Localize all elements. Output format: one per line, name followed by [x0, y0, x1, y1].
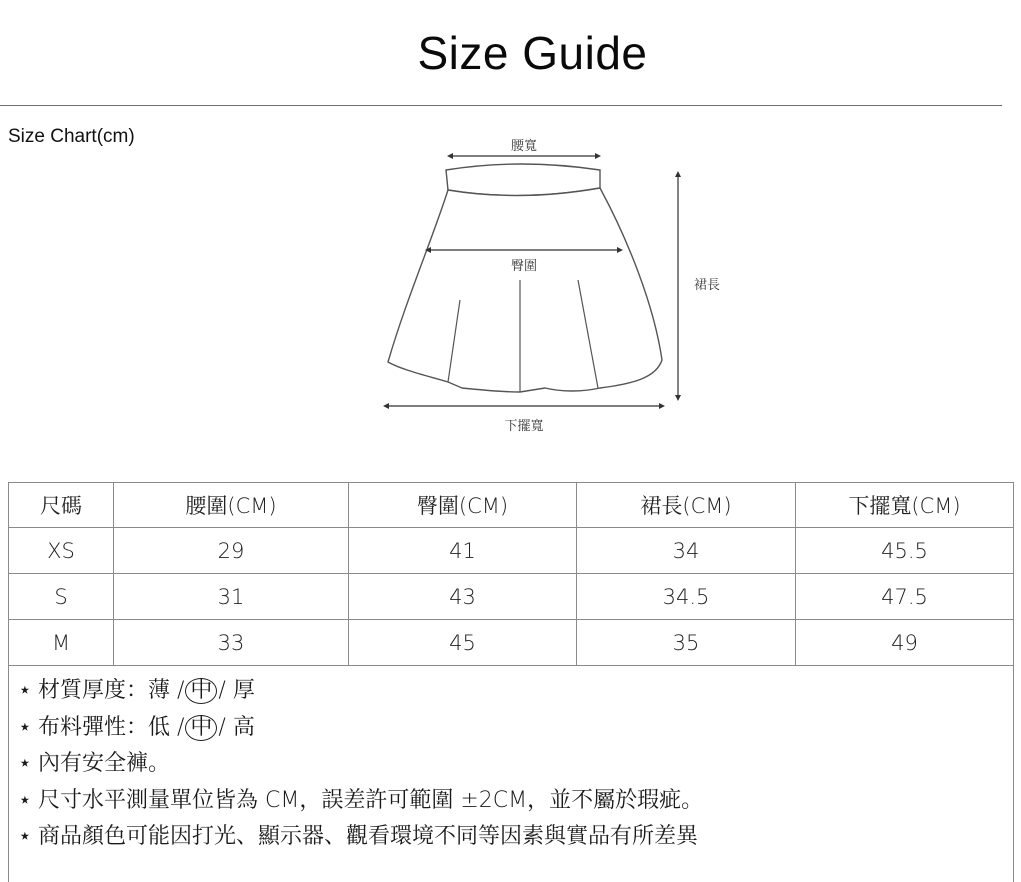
cell-waist: 33	[114, 620, 349, 666]
cell-hem: 45.5	[796, 528, 1014, 574]
star-icon: ⋆	[18, 714, 32, 740]
cell-waist: 29	[114, 528, 349, 574]
cell-hem: 49	[796, 620, 1014, 666]
star-icon: ⋆	[18, 751, 32, 776]
thickness-label: 材質厚度：薄 /	[38, 678, 185, 703]
cell-hem: 47.5	[796, 574, 1014, 620]
cell-hip: 43	[349, 574, 577, 620]
cell-length: 34	[577, 528, 796, 574]
star-icon: ⋆	[18, 787, 32, 813]
thickness-selected: 中	[185, 678, 217, 704]
star-icon: ⋆	[18, 678, 32, 703]
cell-size: XS	[9, 528, 114, 574]
length-label: 裙長	[694, 278, 721, 293]
header-size: 尺碼	[9, 483, 114, 528]
cell-hip: 41	[349, 528, 577, 574]
table-row	[9, 574, 1014, 620]
elasticity-rest: / 高	[218, 714, 255, 740]
skirt-outline	[388, 164, 662, 392]
hip-label: 臀圍	[510, 259, 538, 274]
color-text: 商品顏色可能因打光、顯示器、觀看環境不同等因素與實品有所差異	[38, 824, 699, 849]
header-hem: 下擺寬(CM)	[796, 483, 1014, 528]
table-row	[9, 528, 1014, 574]
star-icon: ⋆	[18, 824, 32, 849]
note-lining	[18, 749, 703, 786]
skirt-measurement-diagram	[370, 130, 750, 440]
lining-text: 內有安全褲。	[38, 751, 171, 776]
cell-length: 35	[577, 620, 796, 666]
header-hip: 臀圍(CM)	[349, 483, 577, 528]
header-length: 裙長(CM)	[577, 483, 796, 528]
title-divider	[0, 105, 1002, 106]
cell-length: 34.5	[577, 574, 796, 620]
elasticity-label: 布料彈性：低 /	[38, 714, 185, 740]
cell-size: S	[9, 574, 114, 620]
hem-label: 下擺寬	[504, 419, 544, 434]
table-row	[9, 620, 1014, 666]
header-waist: 腰圍(CM)	[114, 483, 349, 528]
size-table	[8, 482, 1014, 666]
cell-waist: 31	[114, 574, 349, 620]
product-notes	[18, 676, 703, 859]
cell-hip: 45	[349, 620, 577, 666]
size-chart-subtitle: Size Chart(cm)	[8, 126, 135, 147]
elasticity-selected: 中	[185, 715, 217, 741]
note-color	[18, 822, 703, 859]
note-thickness	[18, 676, 703, 713]
thickness-rest: / 厚	[218, 678, 255, 703]
waist-label: 腰寬	[510, 139, 538, 154]
note-elasticity	[18, 713, 703, 750]
page-title: Size Guide	[417, 27, 648, 79]
cell-size: M	[9, 620, 114, 666]
table-header-row	[9, 483, 1014, 528]
note-tolerance	[18, 786, 703, 823]
tolerance-text: 尺寸水平測量單位皆為 CM，誤差許可範圍 ±2CM，並不屬於瑕疵。	[38, 787, 704, 813]
